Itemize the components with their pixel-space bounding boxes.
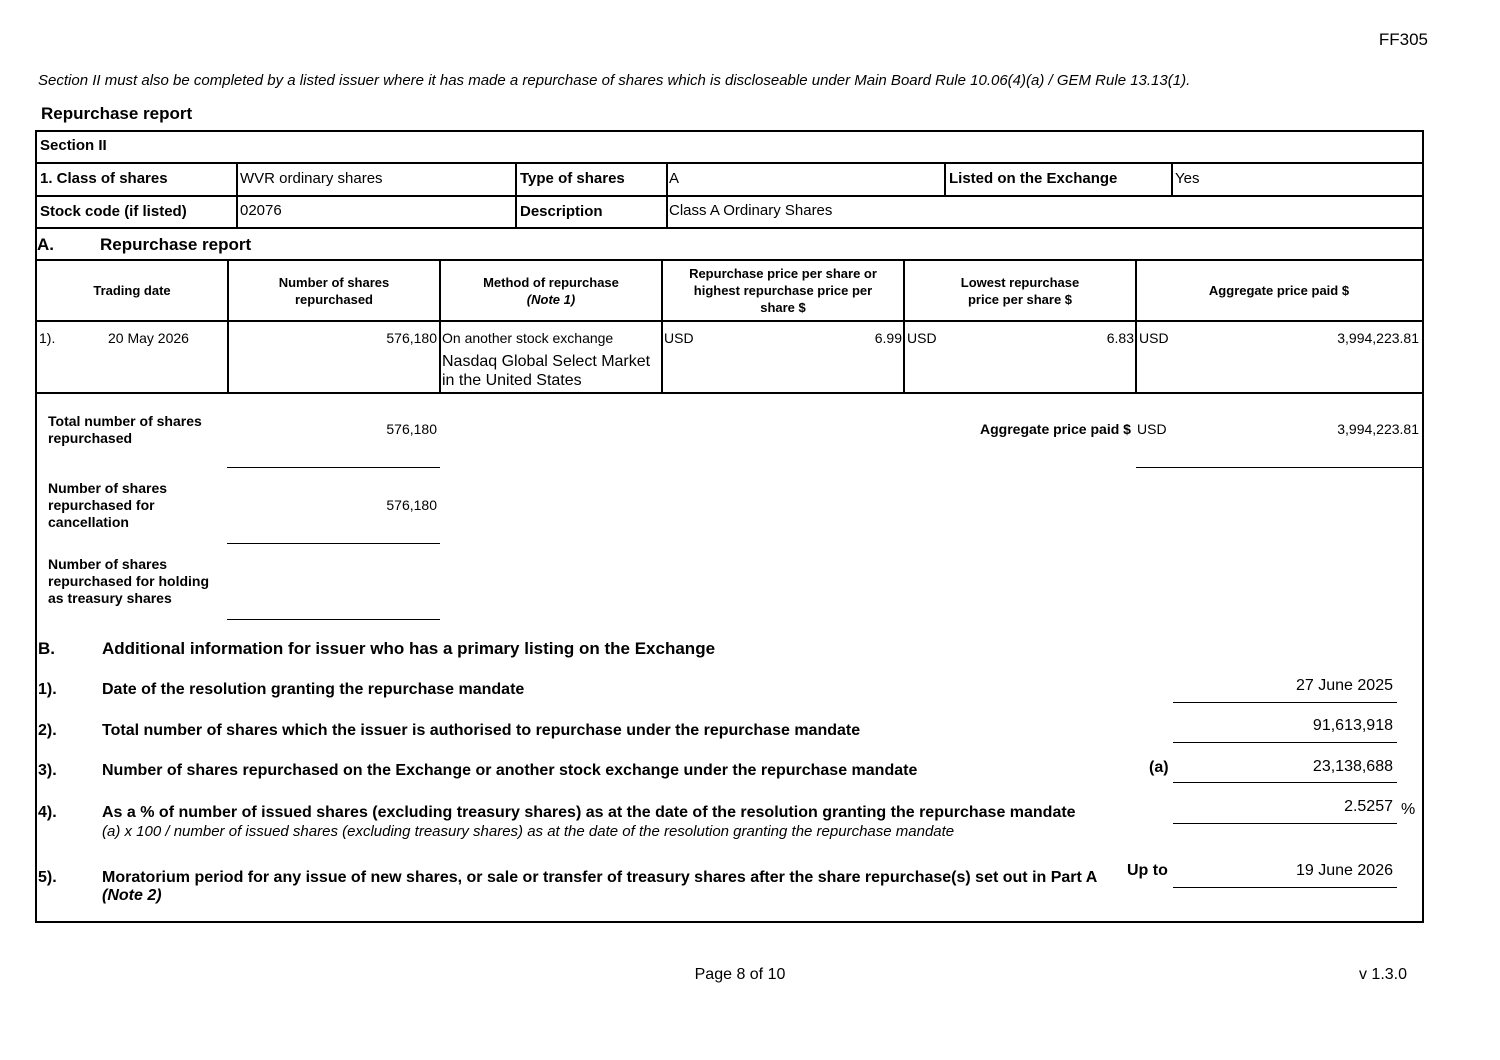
total-aggregate-currency: USD: [1137, 421, 1167, 437]
market-line-2: in the United States: [442, 372, 582, 389]
description-value: Class A Ordinary Shares: [669, 202, 833, 219]
type-of-shares-label: Type of shares: [520, 170, 625, 187]
price-value: 6.99: [874, 330, 902, 346]
row-number: 1).: [39, 330, 56, 346]
version-label: v 1.3.0: [1358, 966, 1407, 983]
item-subtext: (a) x 100 / number of issued shares (excluding treasury shares) as at the date of the resolution granting the repurchase mandate: [102, 823, 955, 840]
part-b-letter: B.: [38, 639, 55, 658]
listed-value: Yes: [1175, 170, 1200, 187]
header-lowest: Lowest repurchase price per share $: [960, 274, 1080, 307]
item-number: 2).: [38, 722, 57, 739]
total-shares-value: 576,180: [386, 421, 437, 437]
part-b-title: Additional information for issuer who has a primary listing on the Exchange: [102, 639, 716, 658]
aggregate-currency: USD: [1139, 330, 1169, 346]
part-a-letter: A.: [37, 235, 54, 254]
price-currency: USD: [664, 330, 694, 346]
lowest-currency: USD: [907, 330, 937, 346]
total-shares-label: Total number of shares repurchased: [48, 413, 202, 446]
item-text: Moratorium period for any issue of new shares, or sale or transfer of treasury shares after the share repurchase(s) set out in Part A: [102, 869, 1098, 886]
listed-label: Listed on the Exchange: [949, 170, 1118, 187]
treasury-label: Number of shares repurchased for holding as treasury shares: [48, 556, 210, 606]
section-title: Section II: [40, 137, 107, 154]
total-aggregate-value: 3,994,223.81: [1337, 421, 1419, 437]
page-number: Page 8 of 10: [694, 966, 786, 983]
cancellation-value: 576,180: [386, 497, 437, 513]
lowest-value: 6.83: [1106, 330, 1134, 346]
aggregate-value: 3,994,223.81: [1337, 330, 1419, 346]
header-num-shares: Number of shares repurchased: [278, 274, 390, 307]
cancellation-label: Number of shares repurchased for cancellation: [48, 480, 168, 530]
shares-repurchased-value: 576,180: [386, 330, 437, 346]
item-text: Number of shares repurchased on the Exchange or another stock exchange under the repurchase mandate: [102, 762, 918, 779]
moratorium-date-value: 19 June 2026: [1296, 862, 1393, 879]
item-text: Date of the resolution granting the repurchase mandate: [102, 681, 525, 698]
stock-code-label: Stock code (if listed): [40, 203, 187, 220]
item-marker: Up to: [1127, 862, 1168, 879]
header-aggregate: Aggregate price paid $: [1208, 283, 1350, 298]
method-value: On another stock exchange: [442, 330, 614, 346]
item-marker: (a): [1149, 759, 1169, 776]
item-number: 4).: [38, 804, 57, 821]
item-number: 1).: [38, 681, 57, 698]
class-of-shares-value: WVR ordinary shares: [240, 170, 383, 187]
resolution-date-value: 27 June 2025: [1296, 677, 1393, 694]
report-heading: Repurchase report: [41, 104, 193, 123]
percent-unit: %: [1401, 801, 1416, 818]
authorised-shares-value: 91,613,918: [1312, 717, 1393, 734]
market-line-1: Nasdaq Global Select Market: [442, 353, 651, 370]
trading-date-value: 20 May 2026: [108, 330, 189, 346]
type-of-shares-value: A: [669, 170, 680, 187]
description-label: Description: [520, 203, 603, 220]
item-number: 5).: [38, 869, 57, 886]
form-code: FF305: [1378, 30, 1428, 49]
item-number: 3).: [38, 762, 57, 779]
header-trading-date: Trading date: [93, 283, 171, 298]
intro-note: Section II must also be completed by a listed issuer where it has made a repurchase of shares which is discloseable under Main Board Rule 10.06(4)(a) / GEM Rule 13.13(1).: [38, 72, 1191, 89]
class-of-shares-label: 1. Class of shares: [40, 170, 168, 187]
item-note: (Note 2): [102, 887, 162, 904]
stock-code-value: 02076: [240, 202, 282, 219]
item-text: Total number of shares which the issuer is authorised to repurchase under the repurchase mandate: [102, 722, 861, 739]
repurchased-under-mandate-value: 23,138,688: [1312, 758, 1393, 775]
header-price: Repurchase price per share or highest repurchase price per share $: [689, 266, 877, 315]
total-aggregate-label: Aggregate price paid $: [980, 421, 1131, 437]
part-a-title: Repurchase report: [100, 235, 252, 254]
percentage-value: 2.5257: [1344, 798, 1393, 815]
item-text: As a % of number of issued shares (excluding treasury shares) as at the date of the resolution granting the repurchase mandate: [102, 804, 1076, 821]
header-method: Method of repurchase (Note 1): [483, 274, 619, 307]
